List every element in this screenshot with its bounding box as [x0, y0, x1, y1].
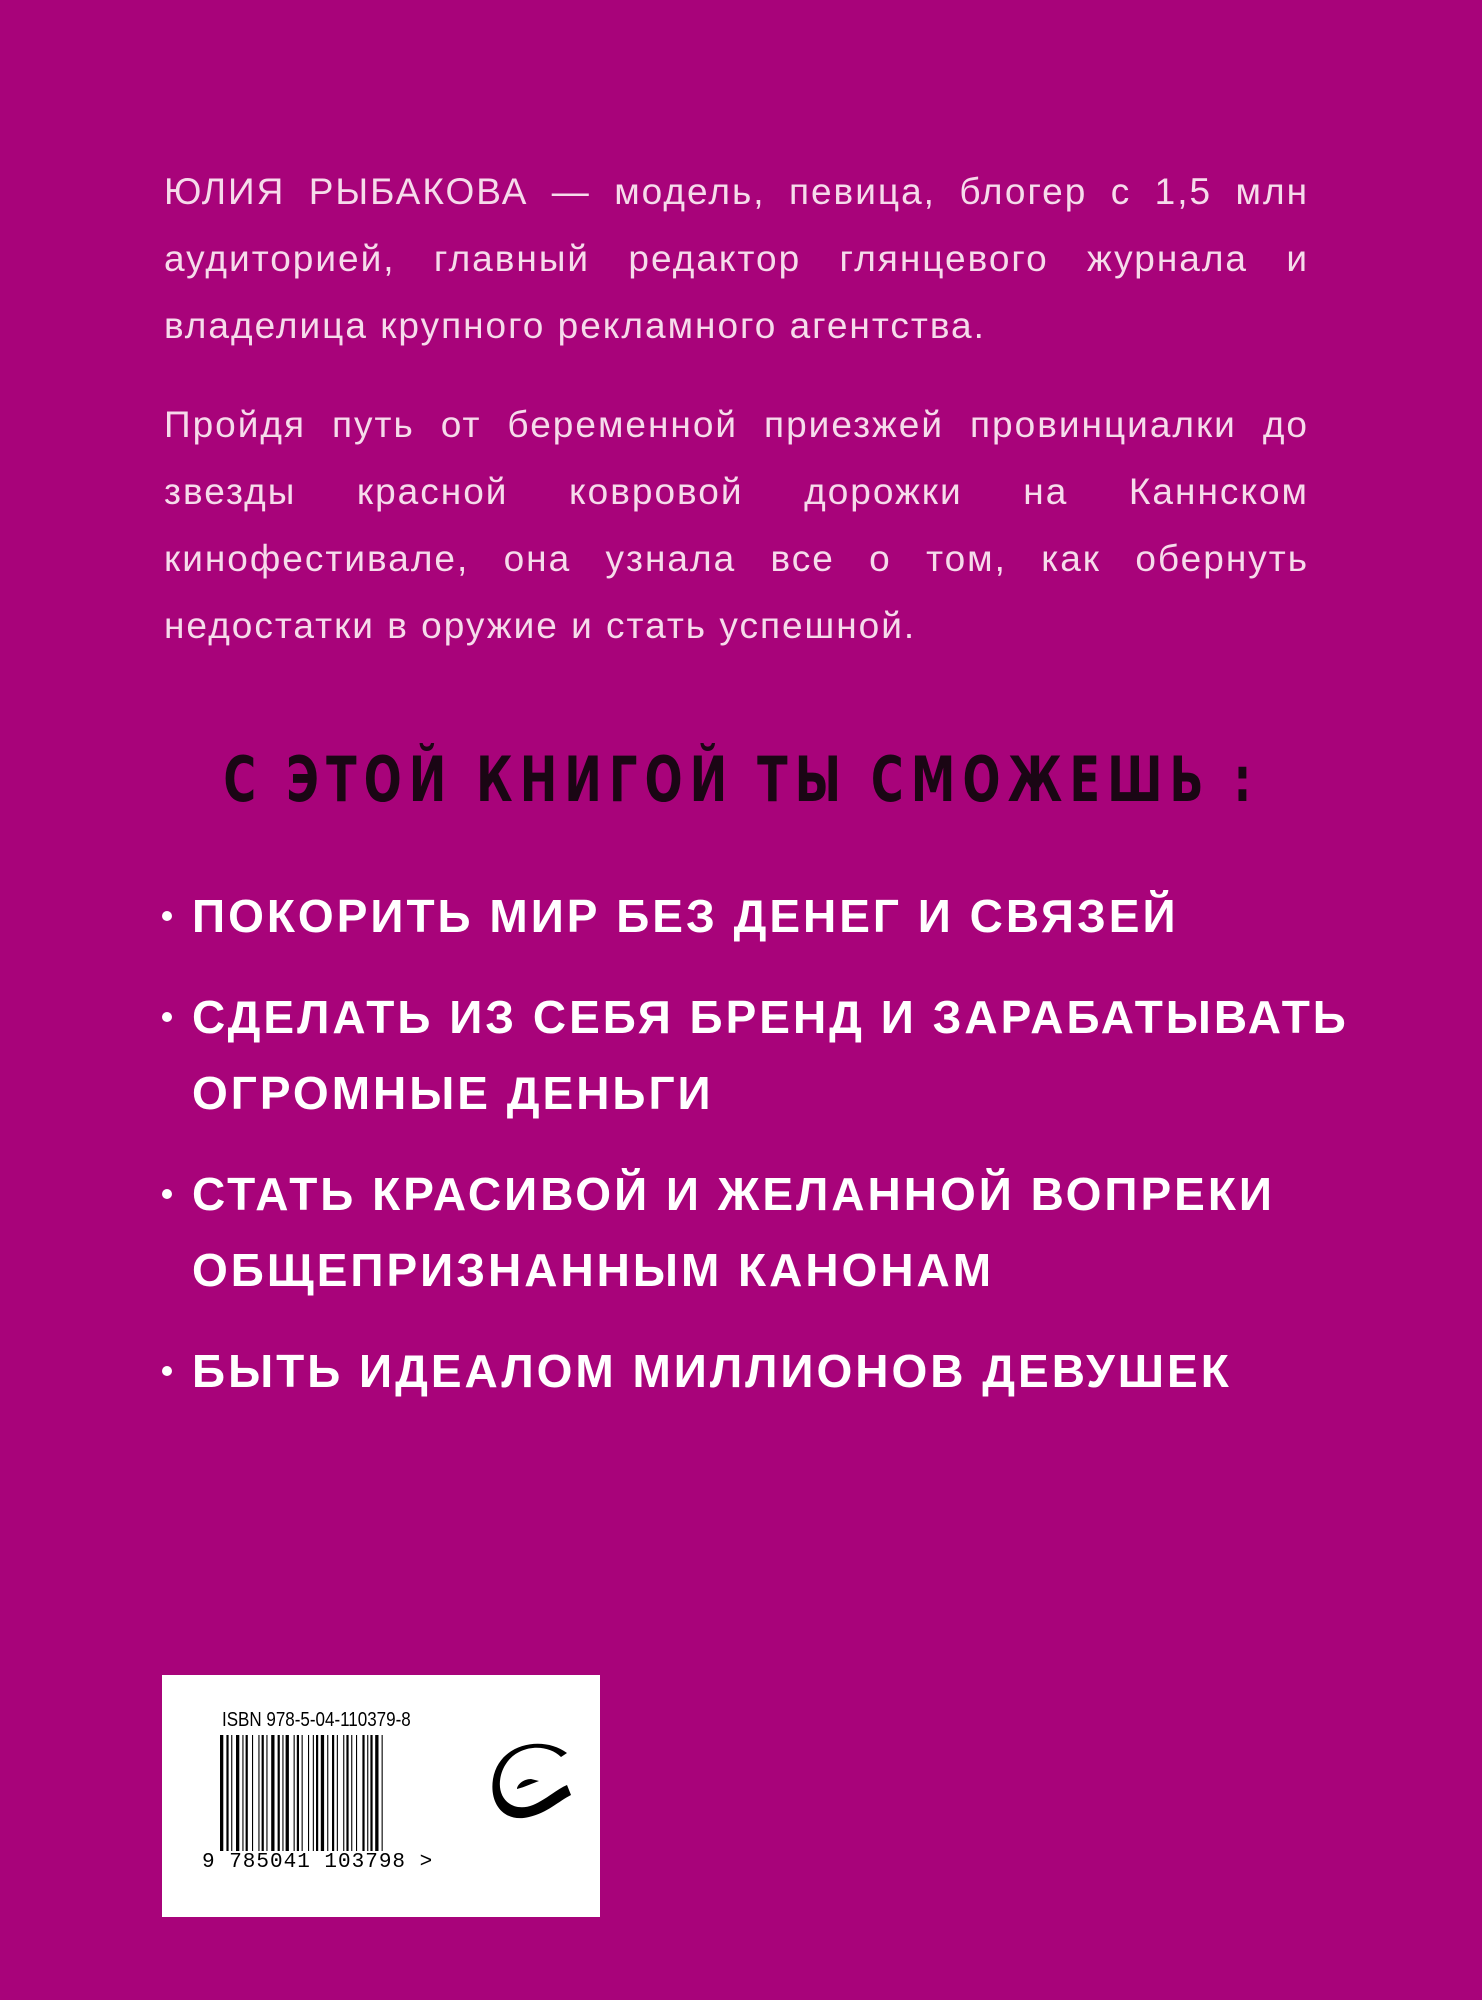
barcode-bar — [367, 1735, 368, 1851]
barcode-bar — [302, 1735, 303, 1851]
bullet-dot-icon — [162, 1366, 172, 1376]
barcode-digits: 9 785041 103798 > — [202, 1851, 434, 1874]
barcode-bar — [226, 1735, 228, 1851]
benefit-text: ПОКОРИТЬ МИР БЕЗ ДЕНЕГ И СВЯЗЕЙ — [192, 890, 1179, 942]
intro-text — [164, 158, 1309, 691]
barcode-bar — [351, 1735, 352, 1851]
benefit-item — [160, 979, 1360, 1131]
barcode-bar — [242, 1735, 243, 1851]
barcode-bar — [316, 1735, 318, 1851]
barcode-bar — [332, 1735, 334, 1851]
barcode-bar — [271, 1735, 274, 1851]
barcode-icon — [220, 1735, 445, 1851]
barcode-bar — [294, 1735, 295, 1851]
benefit-text: БЫТЬ ИДЕАЛОМ МИЛЛИОНОВ ДЕВУШЕК — [192, 1345, 1232, 1397]
barcode-bar — [236, 1735, 239, 1851]
barcode-bar — [278, 1735, 280, 1851]
barcode-bar — [266, 1735, 267, 1851]
barcode-bar — [282, 1735, 283, 1851]
barcode-bar — [286, 1735, 289, 1851]
barcode-bar — [252, 1735, 253, 1851]
benefit-item — [160, 1333, 1360, 1409]
barcode-bar — [231, 1735, 232, 1851]
barcode-bar — [362, 1735, 364, 1851]
bullet-dot-icon — [162, 1012, 172, 1022]
barcode-bar — [262, 1735, 264, 1851]
barcode-bar — [346, 1735, 348, 1851]
barcode-bar — [297, 1735, 299, 1851]
author-paragraph: ЮЛИЯ РЫБАКОВА — модель, певица, блогер с 1,5 млн аудиторией, главный редактор глянцевого журнала и владелица крупного рекламного агентства. — [164, 171, 1309, 346]
barcode-bar — [337, 1735, 338, 1851]
benefit-text: СТАТЬ КРАСИВОЙ И ЖЕЛАННОЙ ВОПРЕКИ ОБЩЕПРИЗНАННЫМ КАНОНАМ — [192, 1168, 1275, 1296]
bullet-dot-icon — [162, 1189, 172, 1199]
barcode-bar — [321, 1735, 324, 1851]
story-paragraph: Пройдя путь от беременной приезжей провинциалки до звезды красной ковровой дорожки на Каннском кинофестивале, она узнала все о том, как обернуть недостатки в оружие и стать успешной. — [164, 404, 1309, 646]
barcode-bar — [356, 1735, 357, 1851]
barcode-bar — [370, 1735, 372, 1851]
barcode-bar — [313, 1735, 314, 1851]
barcode-bar — [220, 1735, 223, 1851]
barcode-bar — [382, 1735, 383, 1851]
barcode-bar — [343, 1735, 344, 1851]
publisher-logo-icon — [487, 1735, 583, 1855]
benefit-item — [160, 1156, 1360, 1308]
barcode-bar — [246, 1735, 248, 1851]
barcode-bar — [308, 1735, 309, 1851]
benefits-heading: С ЭТОЙ КНИГОЙ ТЫ СМОЖЕШЬ : — [223, 743, 1259, 816]
barcode-bar — [258, 1735, 259, 1851]
benefit-item — [160, 878, 1360, 954]
bullet-dot-icon — [162, 911, 172, 921]
benefits-list — [160, 878, 1360, 1434]
barcode-bar — [375, 1735, 378, 1851]
barcode-bar — [327, 1735, 328, 1851]
isbn-block — [162, 1675, 600, 1917]
benefit-text: СДЕЛАТЬ ИЗ СЕБЯ БРЕНД И ЗАРАБАТЫВАТЬ ОГРОМНЫЕ ДЕНЬГИ — [192, 991, 1349, 1119]
isbn-label: ISBN 978-5-04-110379-8 — [222, 1709, 411, 1731]
